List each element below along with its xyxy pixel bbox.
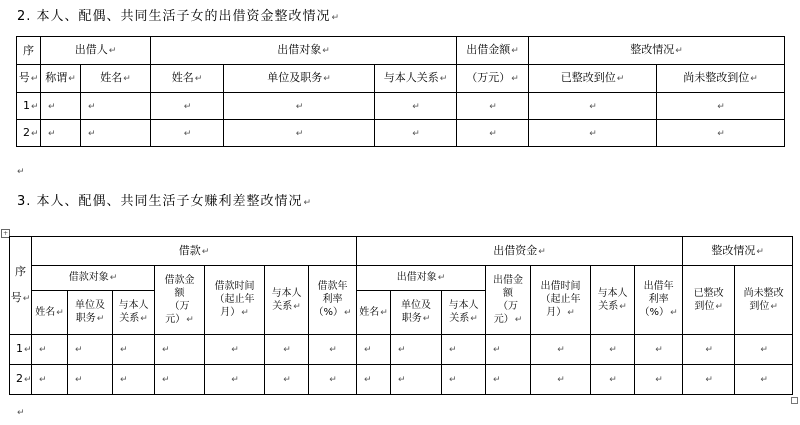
- cell-notdone[interactable]: ↵: [657, 120, 785, 147]
- header-lend-target: 出借对象↵: [357, 266, 486, 291]
- header-lend-relation: 与本人 关系↵: [591, 266, 635, 335]
- cell-amount[interactable]: ↵: [457, 93, 529, 120]
- section-2-heading: 2. 本人、配偶、共同生活子女的出借资金整改情况↵: [17, 9, 340, 24]
- header-amount-bottom: （万元）↵: [457, 65, 529, 93]
- header-borrow-time: 借款时间 （起止年 月）↵: [205, 266, 265, 335]
- cell-borrow-name[interactable]: ↵: [32, 335, 68, 365]
- row-number: 1↵: [17, 93, 41, 120]
- cell-lend-rate[interactable]: ↵: [635, 365, 683, 395]
- row-number: 1↵: [10, 335, 32, 365]
- cell-borrow-unit[interactable]: ↵: [68, 335, 113, 365]
- header-borrow-name: 姓名↵: [32, 291, 68, 335]
- header-target-name: 姓名↵: [151, 65, 224, 93]
- cell-borrow-rate[interactable]: ↵: [309, 335, 357, 365]
- cell-relation[interactable]: ↵: [375, 120, 457, 147]
- cell-lend-time[interactable]: ↵: [531, 335, 591, 365]
- cell-notdone[interactable]: ↵: [657, 93, 785, 120]
- cell-borrow-target-relation[interactable]: ↵: [113, 365, 155, 395]
- cell-target-name[interactable]: ↵: [151, 120, 224, 147]
- header-borrow: 借款↵: [32, 237, 357, 266]
- header-rectify: 整改情况↵: [529, 37, 785, 65]
- table-row: [17, 93, 785, 120]
- cell-borrow-relation[interactable]: ↵: [265, 365, 309, 395]
- cell-unit[interactable]: ↵: [224, 120, 375, 147]
- cell-lend-target-relation[interactable]: ↵: [442, 365, 486, 395]
- header-lend-amount: 出借金 额 （万 元）↵: [486, 266, 531, 335]
- cell-target-name[interactable]: ↵: [151, 93, 224, 120]
- cell-lend-relation[interactable]: ↵: [591, 335, 635, 365]
- header-xu: 序 号↵: [10, 237, 32, 335]
- cell-chengwei[interactable]: ↵: [41, 93, 81, 120]
- cell-borrow-rate[interactable]: ↵: [309, 365, 357, 395]
- header-xu-top: 序: [17, 37, 41, 65]
- cell-lend-rate[interactable]: ↵: [635, 335, 683, 365]
- cell-borrow-unit[interactable]: ↵: [68, 365, 113, 395]
- cell-lend-name[interactable]: ↵: [357, 335, 391, 365]
- header-target: 出借对象↵: [151, 37, 457, 65]
- header-lender: 出借人↵: [41, 37, 151, 65]
- cell-lender-name[interactable]: ↵: [81, 93, 151, 120]
- lending-rectification-table: [16, 36, 785, 147]
- header-lend: 出借资金↵: [357, 237, 683, 266]
- header-done: 已整改到位↵: [529, 65, 657, 93]
- header-lender-name: 姓名↵: [81, 65, 151, 93]
- cell-borrow-time[interactable]: ↵: [205, 335, 265, 365]
- table-row: [10, 335, 793, 365]
- paragraph-mark: ↵: [17, 408, 25, 418]
- cell-relation[interactable]: ↵: [375, 93, 457, 120]
- cell-lend-amount[interactable]: ↵: [486, 365, 531, 395]
- row-number: 2↵: [10, 365, 32, 395]
- cell-lend-time[interactable]: ↵: [531, 365, 591, 395]
- header-lend-name: 姓名↵: [357, 291, 391, 335]
- header-borrow-unit: 单位及 职务↵: [68, 291, 113, 335]
- cell-borrow-target-relation[interactable]: ↵: [113, 335, 155, 365]
- cell-lend-relation[interactable]: ↵: [591, 365, 635, 395]
- cell-lend-unit[interactable]: ↵: [391, 365, 442, 395]
- header-lend-time: 出借时间 （起止年 月）↵: [531, 266, 591, 335]
- cell-done[interactable]: ↵: [683, 365, 735, 395]
- header-borrow-amount: 借款金 额 （万 元）↵: [155, 266, 205, 335]
- interest-spread-rectification-table: [9, 236, 793, 395]
- cell-borrow-amount[interactable]: ↵: [155, 335, 205, 365]
- header-borrow-target-relation: 与本人 关系↵: [113, 291, 155, 335]
- cell-borrow-name[interactable]: ↵: [32, 365, 68, 395]
- header-notdone: 尚未整改到位↵: [657, 65, 785, 93]
- cell-lend-amount[interactable]: ↵: [486, 335, 531, 365]
- header-amount-top: 出借金额↵: [457, 37, 529, 65]
- header-unit: 单位及职务↵: [224, 65, 375, 93]
- cell-lend-name[interactable]: ↵: [357, 365, 391, 395]
- table-resize-handle-icon[interactable]: [791, 397, 798, 404]
- header-lend-unit: 单位及 职务↵: [391, 291, 442, 335]
- section-3-heading: 3. 本人、配偶、共同生活子女赚利差整改情况↵: [17, 194, 312, 209]
- header-rectify: 整改情况↵: [683, 237, 793, 266]
- cell-unit[interactable]: ↵: [224, 93, 375, 120]
- paragraph-mark: ↵: [17, 167, 25, 177]
- header-chengwei: 称谓↵: [41, 65, 81, 93]
- table-move-handle-icon[interactable]: +: [2, 230, 9, 237]
- cell-done[interactable]: ↵: [683, 335, 735, 365]
- cell-amount[interactable]: ↵: [457, 120, 529, 147]
- header-done: 已整改 到位↵: [683, 266, 735, 335]
- cell-lend-unit[interactable]: ↵: [391, 335, 442, 365]
- cell-lender-name[interactable]: ↵: [81, 120, 151, 147]
- table-row: [10, 365, 793, 395]
- table-row: [17, 120, 785, 147]
- cell-lend-target-relation[interactable]: ↵: [442, 335, 486, 365]
- header-lend-rate: 出借年 利率 （%）↵: [635, 266, 683, 335]
- header-borrow-rate: 借款年 利率 （%）↵: [309, 266, 357, 335]
- cell-borrow-relation[interactable]: ↵: [265, 335, 309, 365]
- cell-done[interactable]: ↵: [529, 93, 657, 120]
- header-borrow-target: 借款对象↵: [32, 266, 155, 291]
- header-xu-bottom: 号↵: [17, 65, 41, 93]
- cell-notdone[interactable]: ↵: [735, 365, 793, 395]
- header-notdone: 尚未整改 到位↵: [735, 266, 793, 335]
- header-relation: 与本人关系↵: [375, 65, 457, 93]
- cell-done[interactable]: ↵: [529, 120, 657, 147]
- cell-chengwei[interactable]: ↵: [41, 120, 81, 147]
- header-lend-target-relation: 与本人 关系↵: [442, 291, 486, 335]
- row-number: 2↵: [17, 120, 41, 147]
- cell-borrow-amount[interactable]: ↵: [155, 365, 205, 395]
- cell-notdone[interactable]: ↵: [735, 335, 793, 365]
- cell-borrow-time[interactable]: ↵: [205, 365, 265, 395]
- header-borrow-relation: 与本人 关系↵: [265, 266, 309, 335]
